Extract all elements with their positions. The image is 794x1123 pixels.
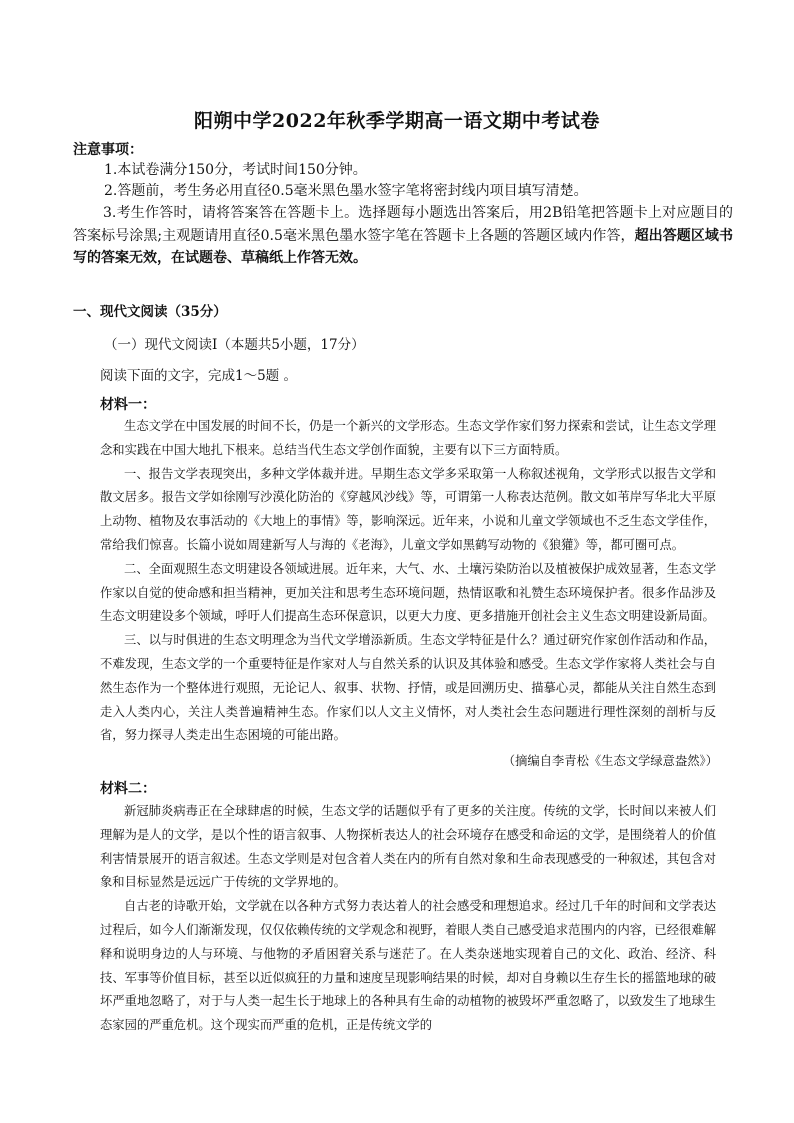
material-1-label: 材料一： — [100, 397, 156, 413]
notice-item-3-plain: 3.考生作答时，请将答案答在答题卡上。选择题每小题选出答案后，用2B铅笔把答题卡上对应题目的答案标号涂黑;主观题请用直径0.5毫米黑色墨水签字笔在答题卡上各题的答题区域内作答， — [73, 205, 733, 244]
notice-item-2: 2.答题前，考生务必用直径0.5毫米黑色墨水签字笔将密封线内项目填写清楚。 — [104, 183, 588, 199]
material-1-body — [100, 415, 716, 748]
material-1-paragraph: 二、全面观照生态文明建设各领域进展。近年来，大气、水、土壤污染防治以及植被保护成效显著，生态文学作家以自觉的使命感和担当精神，更加关注和思考生态环境问题，热情讴歌和礼赞生态环境保护者。很多作品涉及生态文明建设多个领域，呼吁人们提高生态环保意识，以更大力度、更多措施开创社会主义生态文明建设新局面。 — [100, 561, 716, 624]
section-title: 一、现代文阅读（35分） — [73, 304, 227, 320]
material-2-label: 材料二： — [100, 781, 156, 797]
material-1-paragraph: 三、以与时俱进的生态文明理念为当代文学增添新质。生态文学特征是什么？通过研究作家创作活动和作品，不难发现，生态文学的一个重要特征是作家对人与自然关系的认识及其体验和感受。生态文学作家将人类社会与自然生态作为一个整体进行观照，无论记人、叙事、状物、抒情，或是回溯历史、描摹心灵，都能从关注自然生态到走入人类内心，关注人类普遍精神生态。作家们以人文主义情怀，对人类社会生态问题进行理性深刻的剖析与反省，努力探寻人类走出生态困境的可能出路。 — [100, 633, 716, 743]
reading-instruction: 阅读下面的文字，完成1～5题 。 — [100, 368, 297, 384]
material-1-paragraph: 生态文学在中国发展的时间不长，仍是一个新兴的文学形态。生态文学作家们努力探索和尝试，让生态文学理念和实践在中国大地扎下根来。总结当代生态文学创作面貌，主要有以下三方面特质。 — [100, 419, 716, 457]
material-1-paragraph: 一、报告文学表现突出，多种文学体裁并进。早期生态文学多采取第一人称叙述视角，文学形式以报告文学和散文居多。报告文学如徐刚写沙漠化防治的《穿越风沙线》等，可谓第一人称表达范例。散文如苇岸写华北大平原上动物、植物及农事活动的《大地上的事情》等，影响深远。近年来，小说和儿童文学领域也不乏生态文学佳作，常给我们惊喜。长篇小说如周建新写人与海的《老海》，儿童文学如黑鹤写动物的《狼獾》等，都可圈可点。 — [100, 466, 716, 552]
section-subtitle: （一）现代文阅读Ⅰ（本题共5小题，17分） — [104, 337, 365, 353]
notice-heading: 注意事项： — [73, 142, 143, 158]
exam-title: 阳朔中学2022年秋季学期高一语文期中考试卷 — [194, 110, 600, 132]
notice-item-1: 1.本试卷满分150分，考试时间150分钟。 — [104, 162, 367, 178]
material-2-paragraph: 新冠肺炎病毒正在全球肆虐的时候，生态文学的话题似乎有了更多的关注度。传统的文学，长时间以来被人们理解为是人的文学，是以个性的语言叙事、人物探析表达人的社会环境存在感受和命运的文学，是围绕着人的价值利害情景展开的语言叙述。生态文学则是对包含着人类在内的所有自然对象和生命表现感受的一种叙述，其包含对象和目标显然是远远广于传统的文学界地的。 — [100, 804, 716, 890]
material-1-source: （摘编自李青松《生态文学绿意盎然》） — [502, 754, 718, 768]
notice-item-3 — [73, 202, 733, 270]
notice-item-3-bold: 超出答题区域书写的答案无效，在试题卷、草稿纸上作答无效。 — [73, 227, 734, 266]
material-2-paragraph: 自古老的诗歌开始，文学就在以各种方式努力表达着人的社会感受和理想追求。经过几千年的时间和文学表达过程后，如今人们渐渐发现，仅仅依赖传统的文学观念和视野，着眼人类自己感受追求范围内的内容，已经很难解释和说明身边的人与环境、与他物的矛盾困窘关系与迷茫了。在人类杂迷地实现着自己的文化、政治、经济、科技、军事等价值目标，甚至以近似疯狂的力量和速度呈现影响结果的时候，却对自身赖以生存生长的摇篮地球的破坏严重地忽略了，对于与人类一起生长于地球上的各种具有生命的动植物的被毁坏严重忽略了，以致发生了地球生态家园的严重危机。这个现实而严重的危机，正是传统文学的 — [100, 899, 716, 1033]
material-2-body — [100, 800, 716, 1038]
